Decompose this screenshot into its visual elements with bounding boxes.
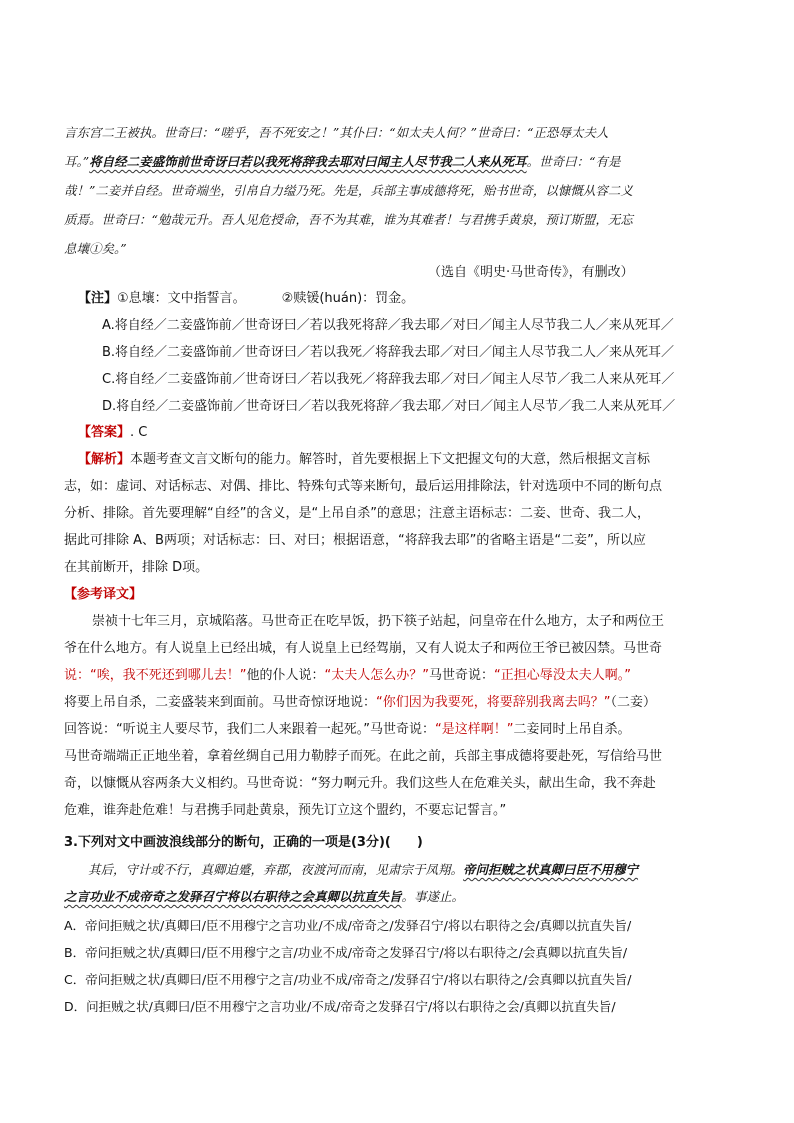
passage-line-4: 质焉。世奇曰：“勉哉元升。吾人见危授命，吾不为其难，谁为其难者！与君携手黄泉，预订斯盟，无忘 [64, 212, 633, 227]
passage-line-3: 哉！”二妾并自经。世奇端坐，引帛自力缢乃死。先是，兵部主事成德将死，贻书世奇，以慷慨从容二义 [64, 183, 633, 198]
translation-line-1: 崇祯十七年三月，京城陷落。马世奇正在吃早饭，扔下筷子站起，问皇帝在什么地方，太子和两位王 [92, 614, 665, 629]
passage-source: （选自《明史·马世奇传》，有删改） [428, 265, 634, 280]
note: 【注】①息壤：文中指誓言。 ②赎锾(huán)：罚金。 [78, 291, 415, 306]
passage-line-5: 息壤①矣。” [64, 241, 127, 256]
analysis-label: 【解析】 [78, 452, 131, 467]
q3-option-a: A．帝问拒贼之状/真卿曰/臣不用穆宁之言功业/不成/帝奇之/发驿召宁/将以右职待之会/真卿以抗直失旨/ [64, 918, 632, 933]
translation-line-4: 将要上吊自杀，二妾盛装来到面前。马世奇惊讶地说：“你们因为我要死，将要辞别我离去吗？”（二妾） [64, 695, 657, 710]
analysis-line-5: 在其前断开，排除 D项。 [64, 560, 209, 575]
answer-value: . C [130, 425, 148, 440]
wavy-underlined-passage-q3: 帝问拒贼之状真卿曰臣不用穆宁 [463, 862, 639, 877]
q3-option-c: C．帝问拒贼之状/真卿曰/臣不用穆宁之言/功业不成/帝奇之/发驿召宁/将以右职待之/会真卿以抗直失旨/ [64, 972, 632, 987]
translation-line-3: 说：“唉，我不死还到哪儿去！”他的仆人说：“太夫人怎么办？”马世奇说：“正担心辱没太夫人啊。” [64, 668, 631, 683]
q2-option-d: D.将自经／二妾盛饰前／世奇讶曰／若以我死将辞／我去耶／对曰／闻主人尽节／我二人来从死耳／ [102, 399, 676, 414]
q3-title: 3.下列对文中画波浪线部分的断句，正确的一项是(3分)( ) [64, 835, 423, 850]
passage-line-2: 耳。”将自经二妾盛饰前世奇讶曰若以我死将辞我去耶对曰闻主人尽节我二人来从死耳。世奇曰：“有是 [64, 154, 621, 169]
q3-passage-line-2: 之言功业不成帝奇之发驿召宁将以右职待之会真卿以抗直失旨。事遂止。 [64, 889, 465, 904]
q3-passage-line-1: 其后，守计或不行，真卿迫蹙，弃郡，夜渡河而南，见肃宗于凤翔。帝问拒贼之状真卿曰臣不用穆宁 [88, 862, 639, 877]
translation-line-8: 危难，谁奔赴危难！与君携手同赴黄泉，预先订立这个盟约，不要忘记誓言。” [64, 803, 507, 818]
answer [78, 424, 147, 442]
translation-line-2: 爷在什么地方。有人说皇上已经出城，有人说皇上已经驾崩，又有人说太子和两位王爷已被囚禁。马世奇 [64, 641, 663, 656]
translation-line-7: 奇，以慷慨从容两条大义相约。马世奇说：“努力啊元升。我们这些人在危难关头，献出生命，我不奔赴 [64, 776, 656, 791]
analysis-line-1: 【解析】本题考查文言文断句的能力。解答时，首先要根据上下文把握文句的大意，然后根据文言标 [78, 452, 651, 467]
analysis-line-2: 志，如：虚词、对话标志、对偶、排比、特殊句式等来断句，最后运用排除法，针对选项中不同的断句点 [64, 479, 663, 494]
analysis-line-4: 据此可排除 A、B两项；对话标志：曰、对曰；根据语意，“将辞我去耶”的省略主语是“二妾”，所以应 [64, 533, 646, 548]
q3-option-d: D．问拒贼之状/真卿曰/臣不用穆宁之言功业/不成/帝奇之发驿召宁/将以右职待之会/真卿以抗直失旨/ [64, 999, 616, 1014]
analysis-line-3: 分析、排除。首先要理解“自经”的含义，是“上吊自杀”的意思；注意主语标志：二妾、世奇、我二人， [64, 506, 650, 521]
q2-option-a: A.将自经／二妾盛饰前／世奇讶曰／若以我死将辞／我去耶／对曰／闻主人尽节我二人／来从死耳／ [102, 318, 674, 333]
translation-label: 【参考译文】 [64, 587, 143, 602]
q2-option-b: B.将自经／二妾盛饰前／世奇讶曰／若以我死／将辞我去耶／对曰／闻主人尽节我二人／来从死耳／ [102, 345, 675, 360]
answer-label: 【答案】 [78, 425, 131, 440]
translation-line-6: 马世奇端端正正地坐着，拿着丝绸自己用力勒脖子而死。在此之前，兵部主事成德将要赴死，写信给马世 [64, 749, 663, 764]
q2-option-c: C.将自经／二妾盛饰前／世奇讶曰／若以我死／将辞我去耶／对曰／闻主人尽节／我二人来从死耳／ [102, 372, 675, 387]
q3-option-b: B．帝问拒贼之状/真卿曰/臣不用穆宁之言/功业不成/帝奇之发驿召宁/将以右职待之/会真卿以抗直失旨/ [64, 945, 628, 960]
wavy-underlined-passage: 将自经二妾盛饰前世奇讶曰若以我死将辞我去耶对曰闻主人尽节我二人来从死耳 [89, 154, 527, 169]
note-label: 【注】 [78, 291, 118, 306]
passage-line-1: 言东宫二王被执。世奇曰：“嗟乎，吾不死安之！”其仆曰：“如太夫人何？”世奇曰：“正恐辱太夫人 [64, 125, 609, 140]
translation-line-5: 回答说：“听说主人要尽节，我们二人来跟着一起死。”马世奇说：“是这样啊！”二妾同时上吊自杀。 [64, 722, 631, 737]
